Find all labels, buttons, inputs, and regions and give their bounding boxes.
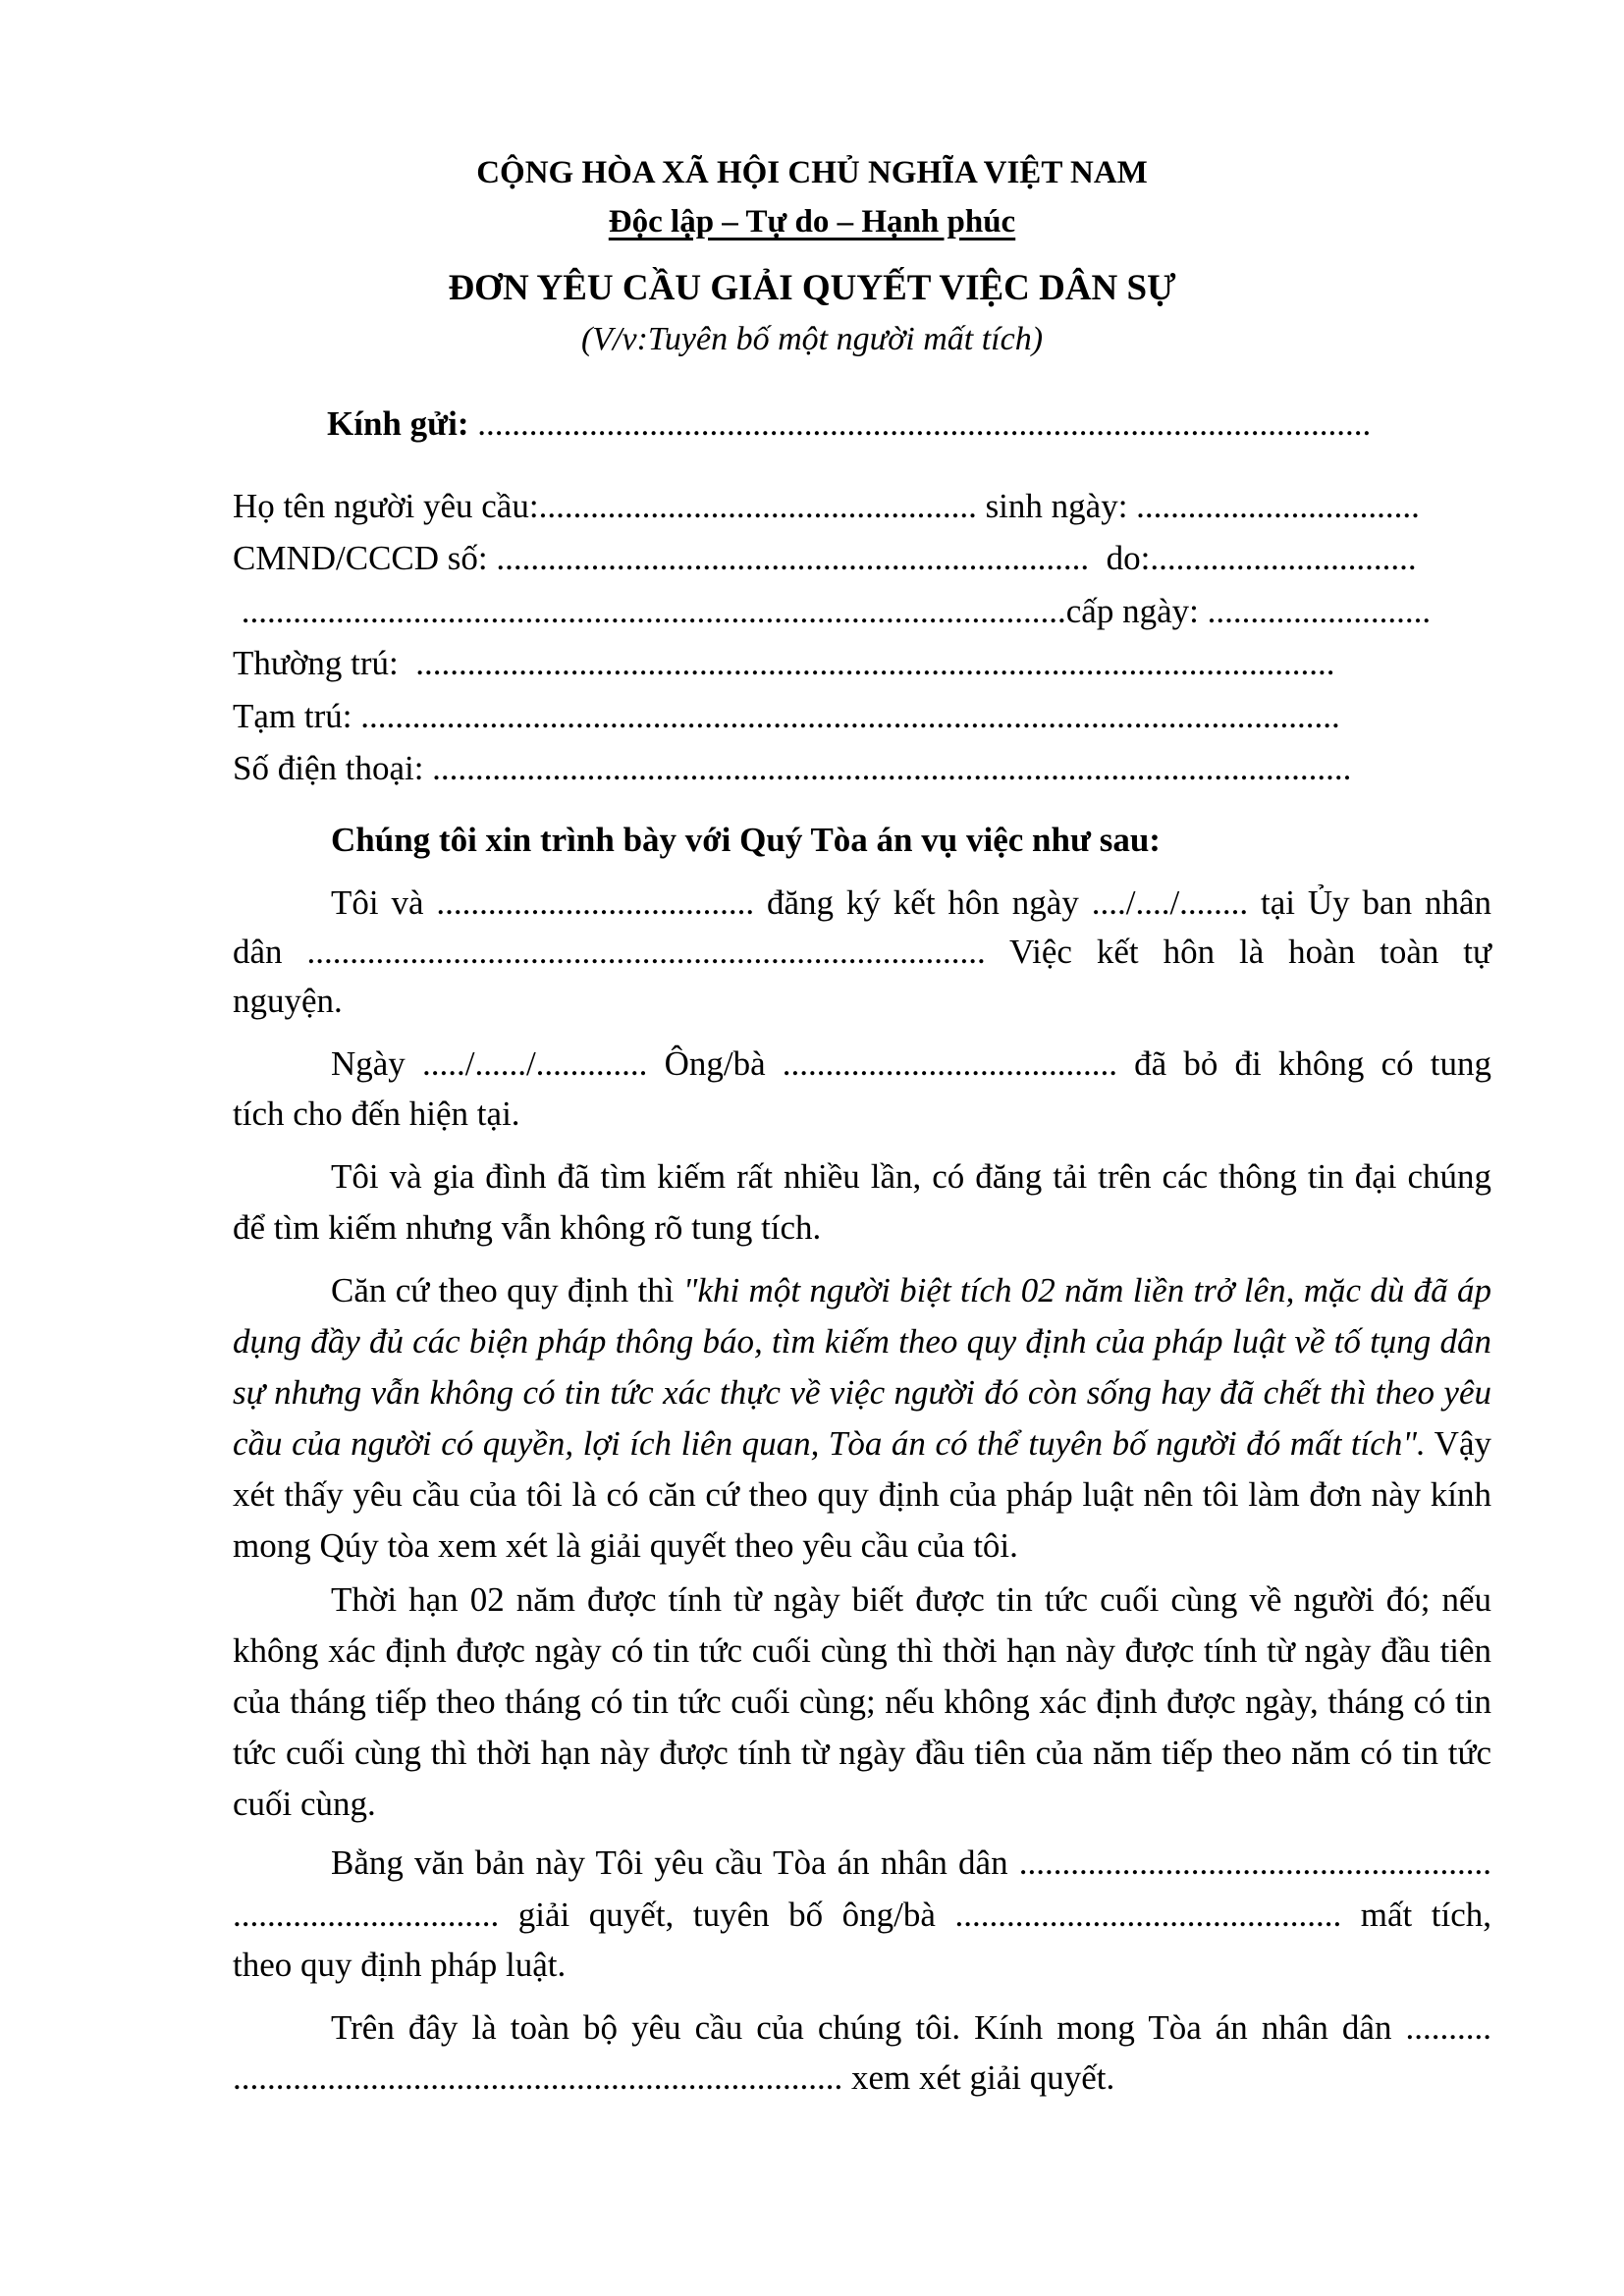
paragraph-6-line-2: ............................... giải quyết, tuyên bố ông/bà ............................................. mất tích, (233, 1896, 1491, 1934)
document-title: ĐƠN YÊU CẦU GIẢI QUYẾT VIỆC DÂN SỰ (448, 268, 1176, 308)
document-subtitle: (V/v:Tuyên bố một người mất tích) (580, 321, 1044, 357)
temporary-address-line: Tạm trú: .................................................................................................................. (233, 697, 1340, 735)
paragraph-4 (233, 1265, 1491, 1572)
paragraph-2-line-1: Ngày ...../....../............. Ông/bà ....................................... đã bỏ đi không có tung (331, 1044, 1491, 1083)
recipient-dots: ........................................................................................................ (468, 404, 1372, 443)
permanent-address-line: Thường trú: ........................................................................................................... (233, 644, 1335, 682)
legal-quote: "khi một người biệt tích 02 năm liền trở lên, mặc dù đã áp dụng đầy đủ các biện pháp thông báo, tìm kiếm theo quy định của pháp luật về tố tụng dân sự nhưng vẫn không có tin tức xác thực về việc người đó còn sống hay đã chết thì theo yêu cầu của người có quyền, lợi ích liên quan, Tòa án có thể tuyên bố người đó mất tích". (233, 1271, 1491, 1463)
paragraph-4-prefix: Căn cứ theo quy định thì (331, 1271, 683, 1309)
paragraph-6-line-1: Bằng văn bản này Tôi yêu cầu Tòa án nhân dân ....................................................... (331, 1843, 1491, 1882)
paragraph-1-line-1: Tôi và ..................................... đăng ký kết hôn ngày ..../..../........ tại Ủy ban nhân (331, 883, 1491, 922)
paragraph-4-suffix: Vậy xét thấy yêu cầu của tôi là có căn cứ theo quy định của pháp luật nên tôi làm đơn này kính mong Qúy tòa xem xét là giải quyết theo yêu cầu của tôi. (233, 1424, 1491, 1565)
paragraph-7-line-1: Trên đây là toàn bộ yêu cầu của chúng tôi. Kính mong Tòa án nhân dân .......... (331, 2008, 1491, 2047)
intro-heading: Chúng tôi xin trình bày với Quý Tòa án vụ việc như sau: (331, 821, 1161, 859)
requester-name-line: Họ tên người yêu cầu:................................................... sinh ngày: ................................. (233, 487, 1420, 525)
motto: Độc lập – Tự do – Hạnh phúc (608, 204, 1016, 240)
paragraph-2-line-2: tích cho đến hiện tại. (233, 1095, 520, 1133)
recipient-label: Kính gửi: (327, 404, 469, 443)
paragraph-1-line-2: dân ............................................................................... Việc kết hôn là hoàn toàn tự (233, 933, 1491, 971)
recipient-line (327, 399, 1371, 450)
paragraph-7-line-2: ....................................................................... xem xét giải quyết. (233, 2058, 1115, 2097)
paragraph-5: Thời hạn 02 năm được tính từ ngày biết được tin tức cuối cùng về người đó; nếu không xác định được ngày có tin tức cuối cùng thì thời hạn này được tính từ ngày đầu tiên của tháng tiếp theo tháng có tin tức cuối cùng; nếu không xác định được ngày, tháng có tin tức cuối cùng thì thời hạn này được tính từ ngày đầu tiên của năm tiếp theo năm có tin tức cuối cùng. (233, 1580, 1491, 1823)
requester-id-issue-line: ................................................................................................cấp ngày: .......................... (233, 592, 1432, 630)
paragraph-1-line-3: nguyện. (233, 982, 343, 1020)
national-title: CỘNG HÒA XÃ HỘI CHỦ NGHĨA VIỆT NAM (476, 155, 1148, 190)
requester-id-line: CMND/CCCD số: ..................................................................... do:............................... (233, 539, 1417, 577)
paragraph-3: Tôi và gia đình đã tìm kiếm rất nhiều lần, có đăng tải trên các thông tin đại chúng để tìm kiếm nhưng vẫn không rõ tung tích. (233, 1157, 1491, 1247)
paragraph-6-line-3: theo quy định pháp luật. (233, 1946, 567, 1984)
phone-line: Số điện thoại: ........................................................................................................... (233, 749, 1352, 787)
